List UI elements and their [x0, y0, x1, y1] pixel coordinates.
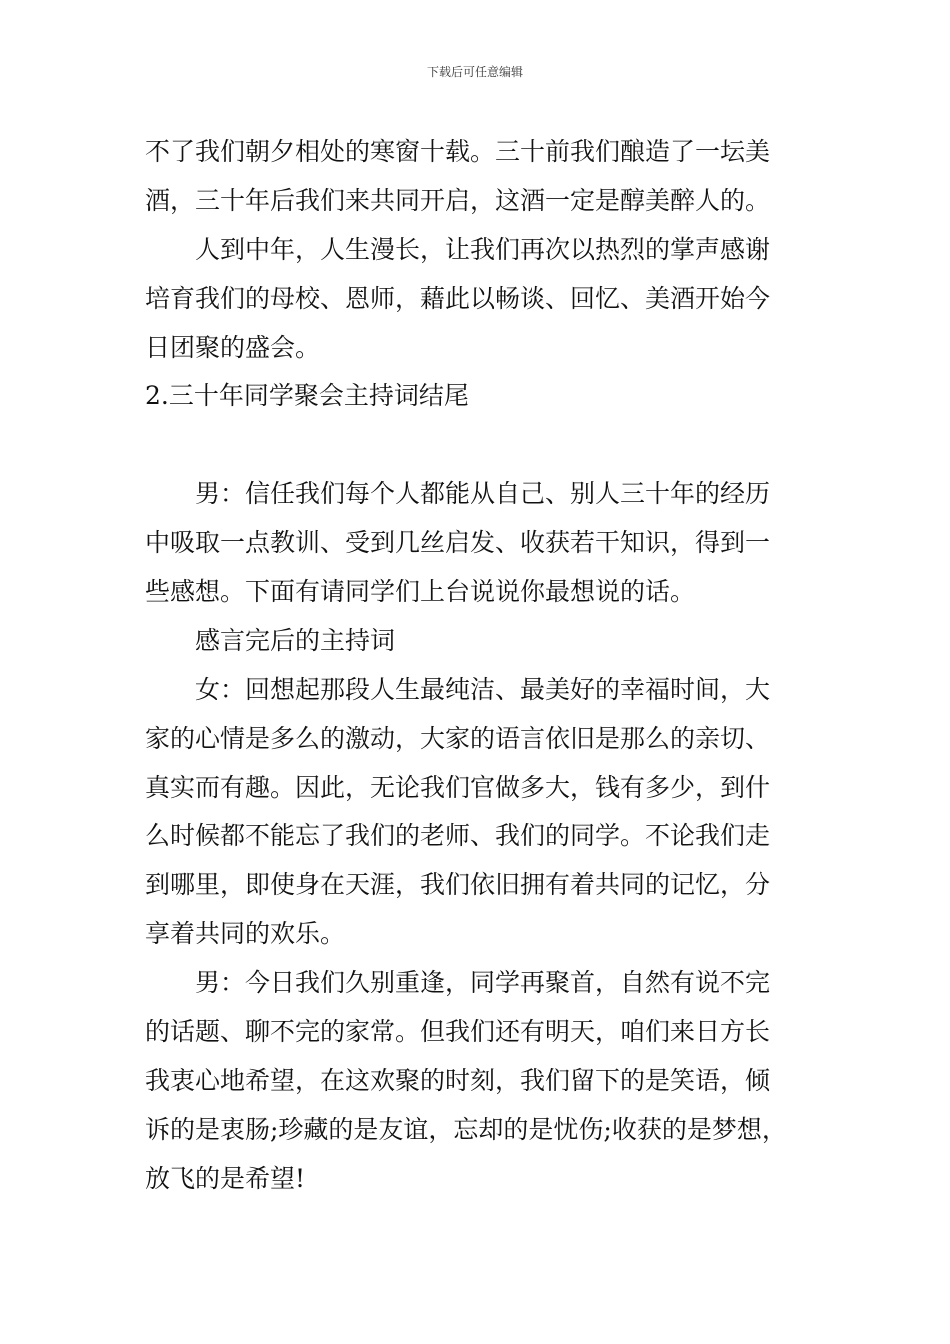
text-line: 么时候都不能忘了我们的老师、我们的同学。不论我们走 — [145, 821, 771, 851]
paragraph-start: 人到中年，人生漫长，让我们再次以热烈的掌声感谢 — [195, 234, 771, 264]
paragraph-start: 男：信任我们每个人都能从自己、别人三十年的经历 — [195, 479, 771, 509]
text-line: 真实而有趣。因此，无论我们官做多大，钱有多少，到什 — [145, 772, 771, 802]
document-body — [145, 128, 825, 1204]
text-line: 不了我们朝夕相处的寒窗十载。三十前我们酿造了一坛美 — [145, 137, 771, 166]
text-line: 享着共同的欢乐。 — [145, 919, 346, 949]
text-line: 中吸取一点教训、受到几丝启发、收获若干知识，得到一 — [145, 528, 771, 558]
text-line: 培育我们的母校、恩师，藉此以畅谈、回忆、美酒开始今 — [145, 283, 771, 313]
text-line: 日团聚的盛会。 — [145, 332, 321, 362]
text-line: 些感想。下面有请同学们上台说说你最想说的话。 — [145, 577, 696, 607]
text-line: 到哪里，即使身在天涯，我们依旧拥有着共同的记忆，分 — [145, 870, 771, 900]
subheading: 感言完后的主持词 — [195, 625, 396, 655]
text-line: 我衷心地希望，在这欢聚的时刻，我们留下的是笑语，倾 — [145, 1065, 771, 1095]
text-line: 诉的是衷肠;珍藏的是友谊，忘却的是忧伤;收获的是梦想， — [145, 1114, 787, 1144]
text-line: 家的心情是多么的激动，大家的语言依旧是那么的亲切、 — [145, 723, 771, 753]
paragraph-start: 男：今日我们久别重逢，同学再聚首，自然有说不完 — [195, 968, 771, 998]
text-line: 放飞的是希望! — [145, 1163, 306, 1193]
text-line: 的话题、聊不完的家常。但我们还有明天，咱们来日方长 — [145, 1017, 771, 1047]
paragraph-start: 女：回想起那段人生最纯洁、最美好的幸福时间，大 — [195, 674, 771, 704]
blank-line — [145, 421, 825, 470]
text-line: 酒，三十年后我们来共同开启，这酒一定是醇美醉人的。 — [145, 185, 771, 215]
section-heading: 2.三十年同学聚会主持词结尾 — [145, 381, 469, 411]
page-header: 下载后可任意编辑 — [426, 65, 523, 79]
